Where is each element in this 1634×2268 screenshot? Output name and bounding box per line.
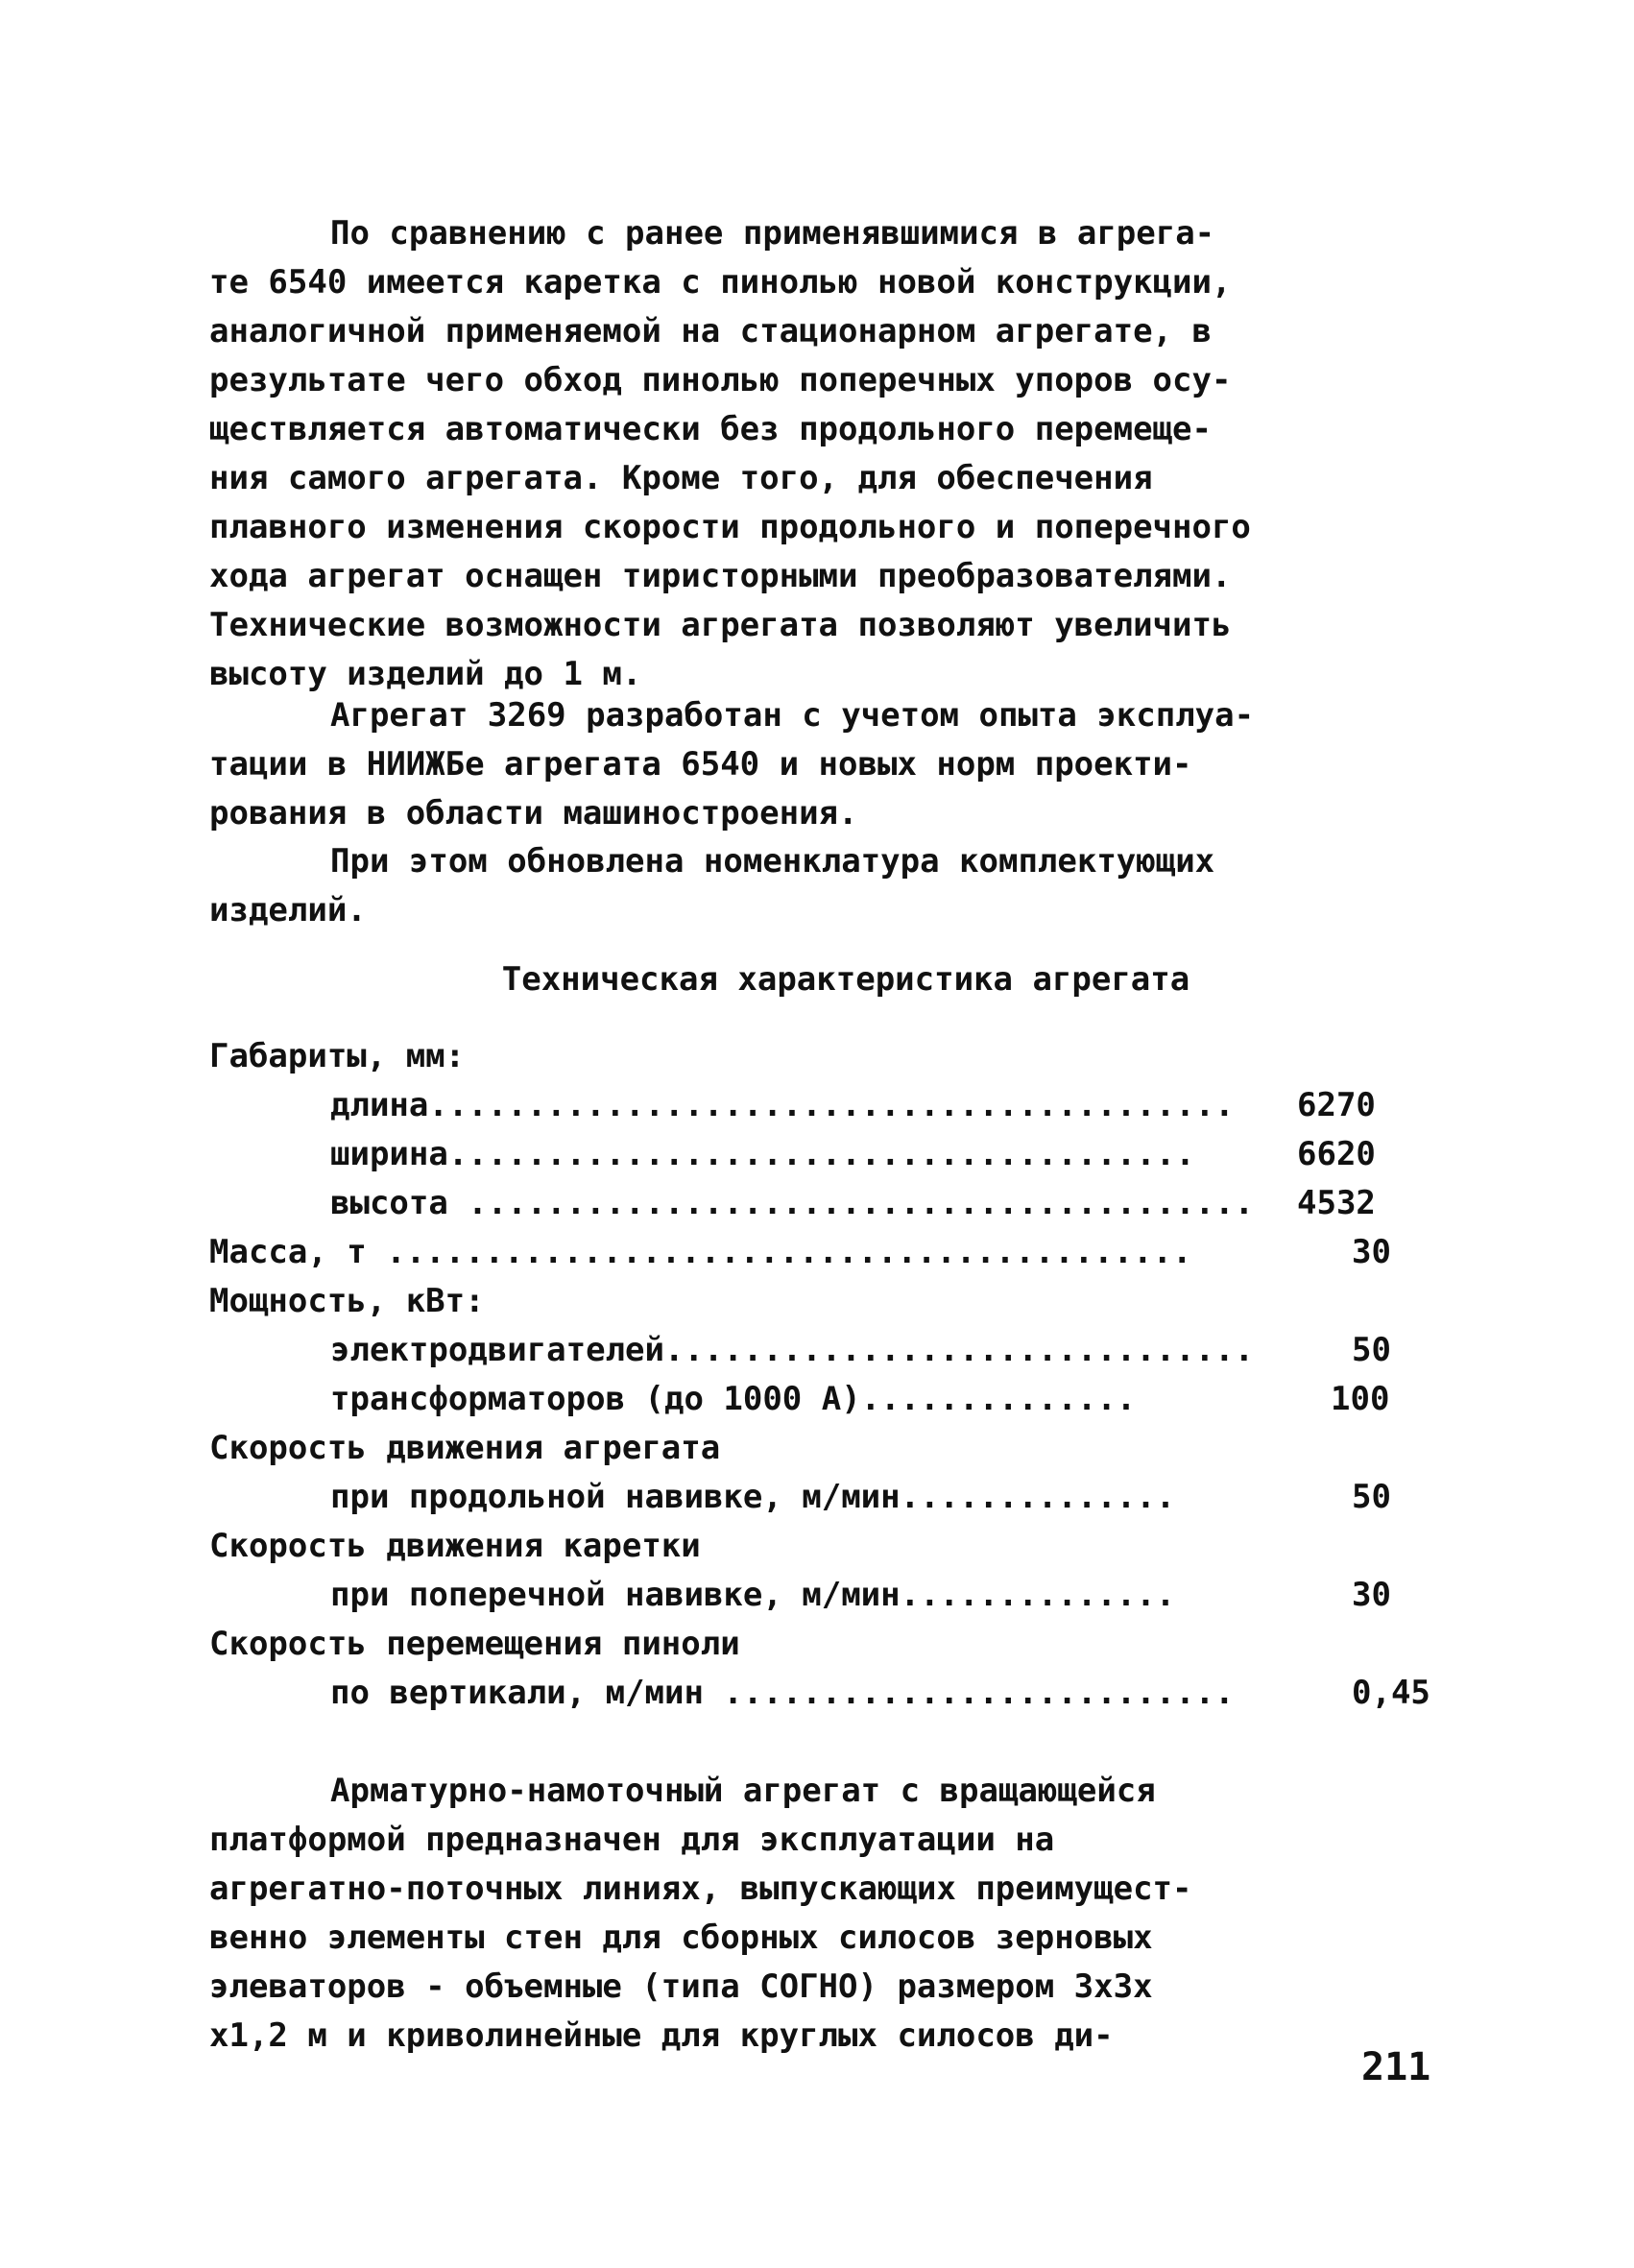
spec-value: 4532	[1297, 1184, 1376, 1222]
text-line: При этом обновлена номенклатура комплектующих	[330, 842, 1215, 881]
text-line: ществляется автоматически без продольного перемеще-	[209, 410, 1212, 448]
text-line: платформой предназначен для эксплуатации на	[209, 1821, 1055, 1859]
text-line: агрегатно-поточных линиях, выпускающих преимущест-	[209, 1870, 1192, 1908]
spec-row	[209, 1277, 1457, 1326]
spec-value: 6620	[1297, 1135, 1376, 1173]
text-line: рования в области машиностроения.	[209, 794, 858, 832]
text-line: х1,2 м и криволинейные для круглых силосов ди-	[209, 2016, 1114, 2055]
spec-row	[209, 1473, 1457, 1522]
spec-value: 30	[1352, 1233, 1391, 1271]
spec-group-label: Мощность, кВт:	[209, 1282, 485, 1320]
spec-group-label: Габариты, мм:	[209, 1037, 466, 1075]
text-line: элеваторов - объемные (типа СОГНО) размером 3х3х	[209, 1967, 1153, 2006]
spec-row	[209, 1081, 1457, 1130]
paragraph-rotating-platform	[209, 1767, 1457, 2061]
text-line: хода агрегат оснащен тиристорными преобразователями.	[209, 557, 1232, 595]
paragraph-design	[209, 691, 1457, 838]
spec-label: длина.........................................	[330, 1086, 1235, 1124]
spec-group-label: Скорость движения каретки	[209, 1527, 701, 1565]
spec-value: 50	[1352, 1331, 1391, 1369]
spec-row	[209, 1228, 1457, 1277]
text-line: тации в НИИЖБе агрегата 6540 и новых норм проекти-	[209, 745, 1192, 784]
text-line: результате чего обход пинолью поперечных упоров осу-	[209, 361, 1232, 399]
spec-value: 30	[1352, 1576, 1391, 1614]
spec-label: электродвигателей..............................	[330, 1331, 1255, 1369]
spec-value: 6270	[1297, 1086, 1376, 1124]
text-line: Агрегат 3269 разработан с учетом опыта эксплуа-	[330, 696, 1255, 735]
spec-list	[209, 1032, 1457, 1718]
spec-label: высота ........................................	[330, 1184, 1255, 1222]
spec-label: по вертикали, м/мин ..........................	[330, 1674, 1235, 1712]
spec-row	[209, 1522, 1457, 1571]
spec-row	[209, 1620, 1457, 1669]
spec-row	[209, 1424, 1457, 1473]
spec-group-label: Скорость перемещения пиноли	[209, 1625, 740, 1663]
spec-row	[209, 1669, 1457, 1718]
spec-row	[209, 1571, 1457, 1620]
spec-row	[209, 1375, 1457, 1424]
spec-label: при поперечной навивке, м/мин..............	[330, 1576, 1176, 1614]
text-line: изделий.	[209, 891, 367, 929]
text-line: По сравнению с ранее применявшимися в агрега-	[330, 214, 1215, 253]
spec-value: 50	[1352, 1478, 1391, 1516]
text-line: Арматурно-намоточный агрегат с вращающейся	[330, 1772, 1156, 1810]
spec-row	[209, 1179, 1457, 1228]
spec-label: ширина......................................	[330, 1135, 1195, 1173]
spec-label: при продольной навивке, м/мин..............	[330, 1478, 1176, 1516]
spec-value: 100	[1331, 1380, 1390, 1418]
spec-group-label: Скорость движения агрегата	[209, 1429, 721, 1467]
spec-row	[209, 1326, 1457, 1375]
page-number: 211	[1361, 2045, 1431, 2089]
spec-label: Масса, т .........................................	[209, 1233, 1192, 1271]
text-line: ния самого агрегата. Кроме того, для обеспечения	[209, 459, 1153, 497]
spec-label: трансформаторов (до 1000 А)..............	[330, 1380, 1137, 1418]
spec-row	[209, 1130, 1457, 1179]
spec-value: 0,45	[1352, 1674, 1430, 1712]
text-line: те 6540 имеется каретка с пинолью новой конструкции,	[209, 263, 1232, 302]
paragraph-components	[209, 837, 1457, 935]
paragraph-comparison	[209, 209, 1457, 699]
text-line: высоту изделий до 1 м.	[209, 655, 642, 693]
text-line: Технические возможности агрегата позволяют увеличить	[209, 606, 1232, 644]
text-line: аналогичной применяемой на стационарном агрегате, в	[209, 312, 1212, 350]
section-heading: Техническая характеристика агрегата	[501, 960, 1190, 999]
text-line: венно элементы стен для сборных силосов зерновых	[209, 1918, 1153, 1957]
spec-row	[209, 1032, 1457, 1081]
text-line: плавного изменения скорости продольного и поперечного	[209, 508, 1251, 546]
